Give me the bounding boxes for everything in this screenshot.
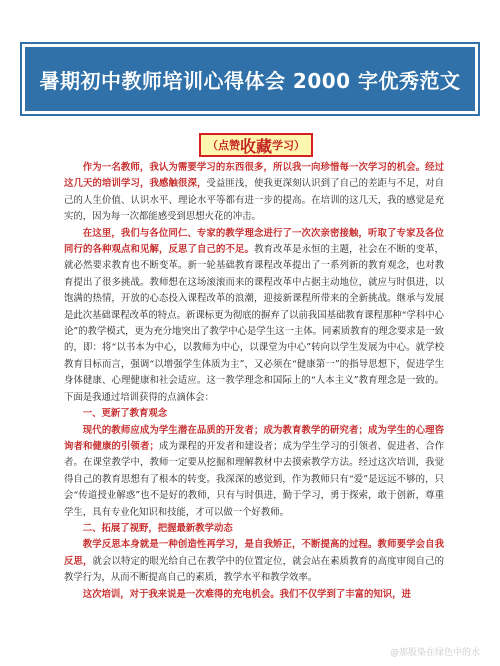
page-title: 暑期初中教师培训心得体会 2000 字优秀范文 <box>39 68 461 93</box>
section-heading-2: 二、拓展了视野，把握最新教学动态 <box>82 522 233 534</box>
body-text: 成为课程的开发者和建设者；成为学生学习的引领者、促进者、合作者。在课堂教学中，教师一定要从挖掘和理解教材中去摸索教学方法。经过这次培训，我觉得自己的教育思想有了根本的转变。我深深的感觉到，作为教师只有“爱”是远远不够的，只会“传道授业解惑”也不是好的教师，只有与时俱进，勤于学习，勇于探索，敢于创新，尊重学生，具有专业化知识和技能，才可以做一个好教师。 <box>64 440 444 518</box>
tag-left-text: （点赞 <box>206 139 240 152</box>
title-banner <box>22 44 478 114</box>
paragraph-section-1 <box>64 423 444 521</box>
paragraph-last <box>64 587 444 603</box>
watermark: @那股染在绿色中的水 <box>389 648 480 658</box>
highlight-text: 这次培训，对于我来说是一次难得的充电机会。我们不仅学到了丰富的知识，进 <box>82 588 411 600</box>
body-text: 就会以特定的眼光给自己在教学中的位置定位，就会站在素质教育的高度审阅自己的教学行为，从而不断提高自己的素质，教学水平和教学效率。 <box>64 555 444 584</box>
paragraph-section-2 <box>64 537 444 586</box>
body-text: 教育改革是永恒的主题，社会在不断的变革，就必然要求教育也不断变革。新一轮基础教育课程改革提出了一系列新的教育观念，也对教育提出了很多挑战。教师想在这场滚滚而来的课程改革中占据主动地位，就应与时俱进，以饱满的热情，开放的心态投入课程改革的浪潮，迎接新课程所带来的全新挑战。继承与发展是此次基础课程改革的特点。新课标更为彻底的摒弃了以前我国基础教育课程那种“学科中心论”的教学模式，更为充分地突出了教学中心是学生这一主体。同素质教育的理念要求是一致的，即：将“以书本为中心，以教师为中心，以课堂为中心”转向以学生发展为中心。就学校教育目标而言，强调“以增强学生体质为主”，又必须在“健康第一”的指导思想下，促进学生身体健康、心理健康和社会适应。这一教学理念和国际上的“人本主义”教育理念是一致的。下面是我通过培训获得的点滴体会： <box>64 244 444 403</box>
tag-right-text: 学习） <box>272 139 305 152</box>
highlight-text: 现代的教师应成为学生潜在品质的开发者；成为教育教学的研究者；成为学生的心理咨询者和健康的引领者； <box>64 424 444 452</box>
tag-emphasis-text: 收藏 <box>239 136 272 156</box>
paragraph-reform <box>64 226 444 406</box>
highlight-text: 作为一名教师，我认为需要学习的东西很多，所以我一向珍惜每一次学习的机会。经过这几天的培训学习，我感触很深， <box>64 162 444 190</box>
paragraph-intro <box>64 160 444 226</box>
like-save-tag <box>199 133 313 157</box>
highlight-text: 教学反思本身就是一种创造性再学习，是自我矫正，不断提高的过程。教师要学会自我反思， <box>64 539 444 567</box>
highlight-text: 在这里，我们与各位同仁、专家的教学理念进行了一次次亲密接触，听取了专家及各位同行的各种观点和见解，反思了自己的不足。 <box>64 227 444 256</box>
article-body <box>64 160 444 603</box>
section-heading-1: 一、更新了教育观念 <box>82 408 168 420</box>
body-text: 受益匪浅，使我更深刻认识到了自己的差距与不足，对自己的人生价值、认识水平、理论水平等都有进一步的提高。在培训的这几天，我的感觉是充实的，因为每一次都能感受到思想火花的冲击。 <box>64 178 444 223</box>
